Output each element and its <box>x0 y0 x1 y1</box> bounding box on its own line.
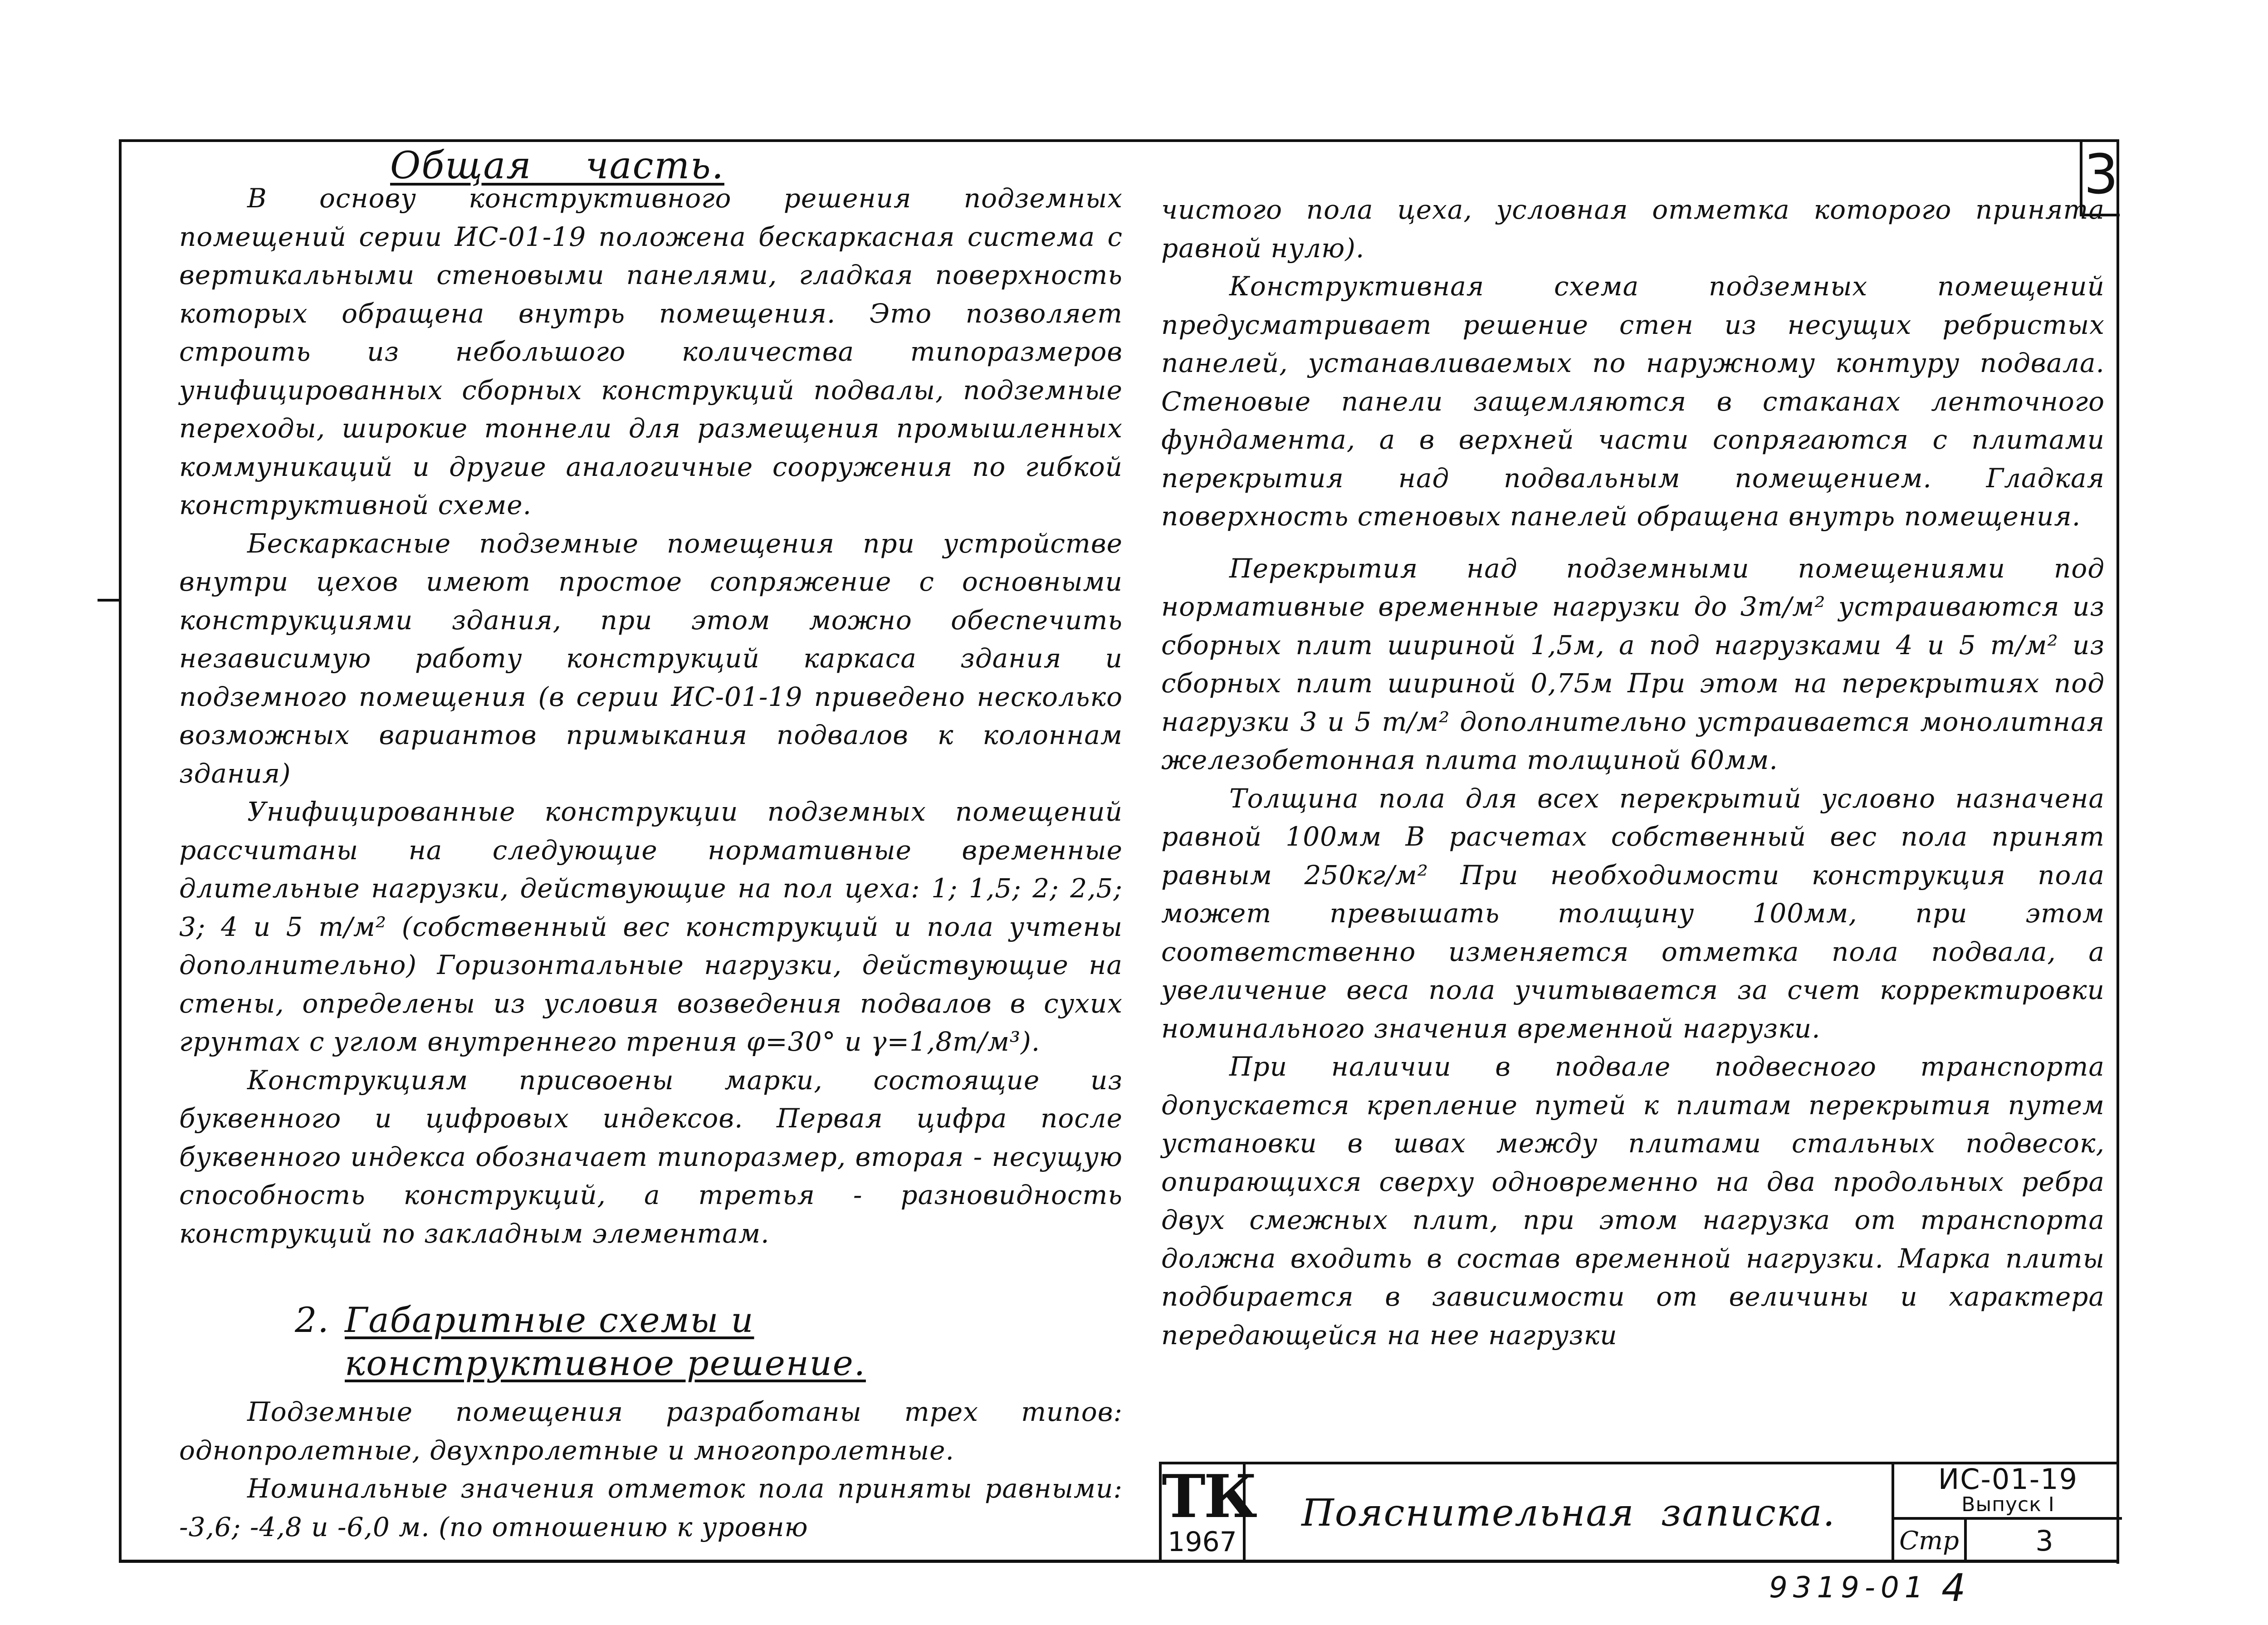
section-2-title-line-1: Габаритные схемы и <box>345 1300 754 1340</box>
section-1-paragraph: Бескаркасные подземные помещения при устройстве внутри цехов имеют простое сопряжение с основными конструкциями здания, при этом можно обеспечить независимую работу конструкций каркаса здания и подземного помещения (в серии ИС-01-19 приведено несколько возможных вариантов примыкания подвалов к колоннам здания) <box>179 528 1123 789</box>
right-text-column <box>1161 191 2105 1354</box>
section-1-paragraph: Унифицированные конструкции подземных помещений рассчитаны на следующие нормативные временные длительные нагрузки, действующие на пол цеха: 1; 1,5; 2; 2,5; 3; 4 и 5 т/м² (собственный вес конструкций и пола учтены дополнительно) Горизонтальные нагрузки, действующие на стены, определены из условия возведения подвалов в сухих грунтах с углом внутреннего трения φ=30° и γ=1,8т/м³). <box>179 796 1123 1057</box>
body-paragraph: При наличии в подвале подвесного транспорта допускается крепление путей к плитам перекрытия путем установки в швах между плитами стальных подвесок, опирающихся сверху одновременно на два продольных ребра двух смежных плит, при этом нагрузка от транспорта должна входить в состав временной нагрузки. Марка плиты подбирается в зависимости от величины и характера передающейся на нее нагрузки <box>1161 1051 2105 1351</box>
sheet-number: 3 <box>2083 143 2119 206</box>
series-issue: Выпуск I <box>1961 1493 2055 1516</box>
section-2-paragraph: Подземные помещения разработаны трех типов: однопролетные, двухпролетные и многопролетные. <box>179 1396 1123 1466</box>
body-paragraph: Толщина пола для всех перекрытий условно назначена равной 100мм В расчетах собственный вес пола принят равным 250кг/м² При необходимости конструкция пола может превышать толщину 100мм, при этом соответственно изменяется отметка пола подвала, а увеличение веса пола учитывается за счет корректировки номинального значения временной нагрузки. <box>1161 783 2105 1044</box>
body-paragraph: Перекрытия над подземными помещениями под нормативные временные нагрузки до 3т/м² устраиваются из сборных плит шириной 1,5м, а под нагрузками 4 и 5 т/м² из сборных плит шириной 0,75м При этом на перекрытиях под нагрузки 3 и 5 т/м² дополнительно устраивается монолитная железобетонная плита толщиной 60мм. <box>1161 553 2105 775</box>
section-1-paragraph: В основу конструктивного решения подземных помещений серии ИС-01-19 положена бескаркасная система с вертикальными стеновыми панелями, гладкая поверхность которых обращена внутрь помещения. Это позволяет строить из небольшого количества типоразмеров унифицированных сборных конструкций подвалы, подземные переходы, широкие тоннели для размещения промышленных коммуникаций и другие аналогичные сооружения по гибкой конструктивной схеме. <box>179 183 1123 520</box>
document-title: Пояснительная записка. <box>1301 1492 1836 1535</box>
series-cell <box>1894 1464 2122 1520</box>
title-block-organization <box>1162 1462 1256 1562</box>
inventory-code: 9319-01 <box>1769 1571 1929 1605</box>
left-text-column <box>179 179 1123 1253</box>
body-paragraph: Конструктивная схема подземных помещений предусматривает решение стен из несущих ребристых панелей, устанавливаемых по наружному контуру подвала. Стеновые панели защемляются в стаканах ленточного фундамента, а в верхней части сопрягаются с плитами перекрытия над подвальным помещением. Гладкая поверхность стеновых панелей обращена внутрь помещения. <box>1161 271 2105 532</box>
footer-page-number: 4 <box>1941 1566 1966 1610</box>
section-2-heading-line-1 <box>295 1297 754 1343</box>
section-2-number: 2. <box>295 1300 330 1340</box>
section-2-title-line-2: конструктивное решение. <box>345 1343 866 1383</box>
section-2-heading-line-2 <box>345 1341 866 1386</box>
organization-code: ТК <box>1162 1462 1256 1531</box>
section-1-paragraph: Конструкциям присвоены марки, состоящие из буквенного и цифровых индексов. Первая цифра после буквенного индекса обозначает типоразмер, вторая - несущую способность конструкций, а третья - разновидность конструкций по закладным элементам. <box>179 1064 1123 1249</box>
page-number: 3 <box>2035 1524 2053 1557</box>
section-1-heading: Общая часть. <box>390 144 724 187</box>
page-label: Стр <box>1894 1520 1967 1562</box>
organization-year: 1967 <box>1168 1526 1237 1558</box>
section-2-text <box>179 1393 1123 1546</box>
section-2-paragraph: Номинальные значения отметок пола приняты равными: -3,6; -4,8 и -6,0 м. (по отношению к уровню <box>179 1473 1123 1542</box>
series-code: ИС-01-19 <box>1938 1463 2078 1496</box>
continuation-paragraph: чистого пола цеха, условная отметка которого принята равной нулю). <box>1161 194 2105 264</box>
frame-right-border <box>2116 139 2119 1564</box>
margin-tick-mark <box>98 599 120 602</box>
title-block <box>1159 1462 2119 1562</box>
title-block-right <box>1892 1464 2122 1562</box>
